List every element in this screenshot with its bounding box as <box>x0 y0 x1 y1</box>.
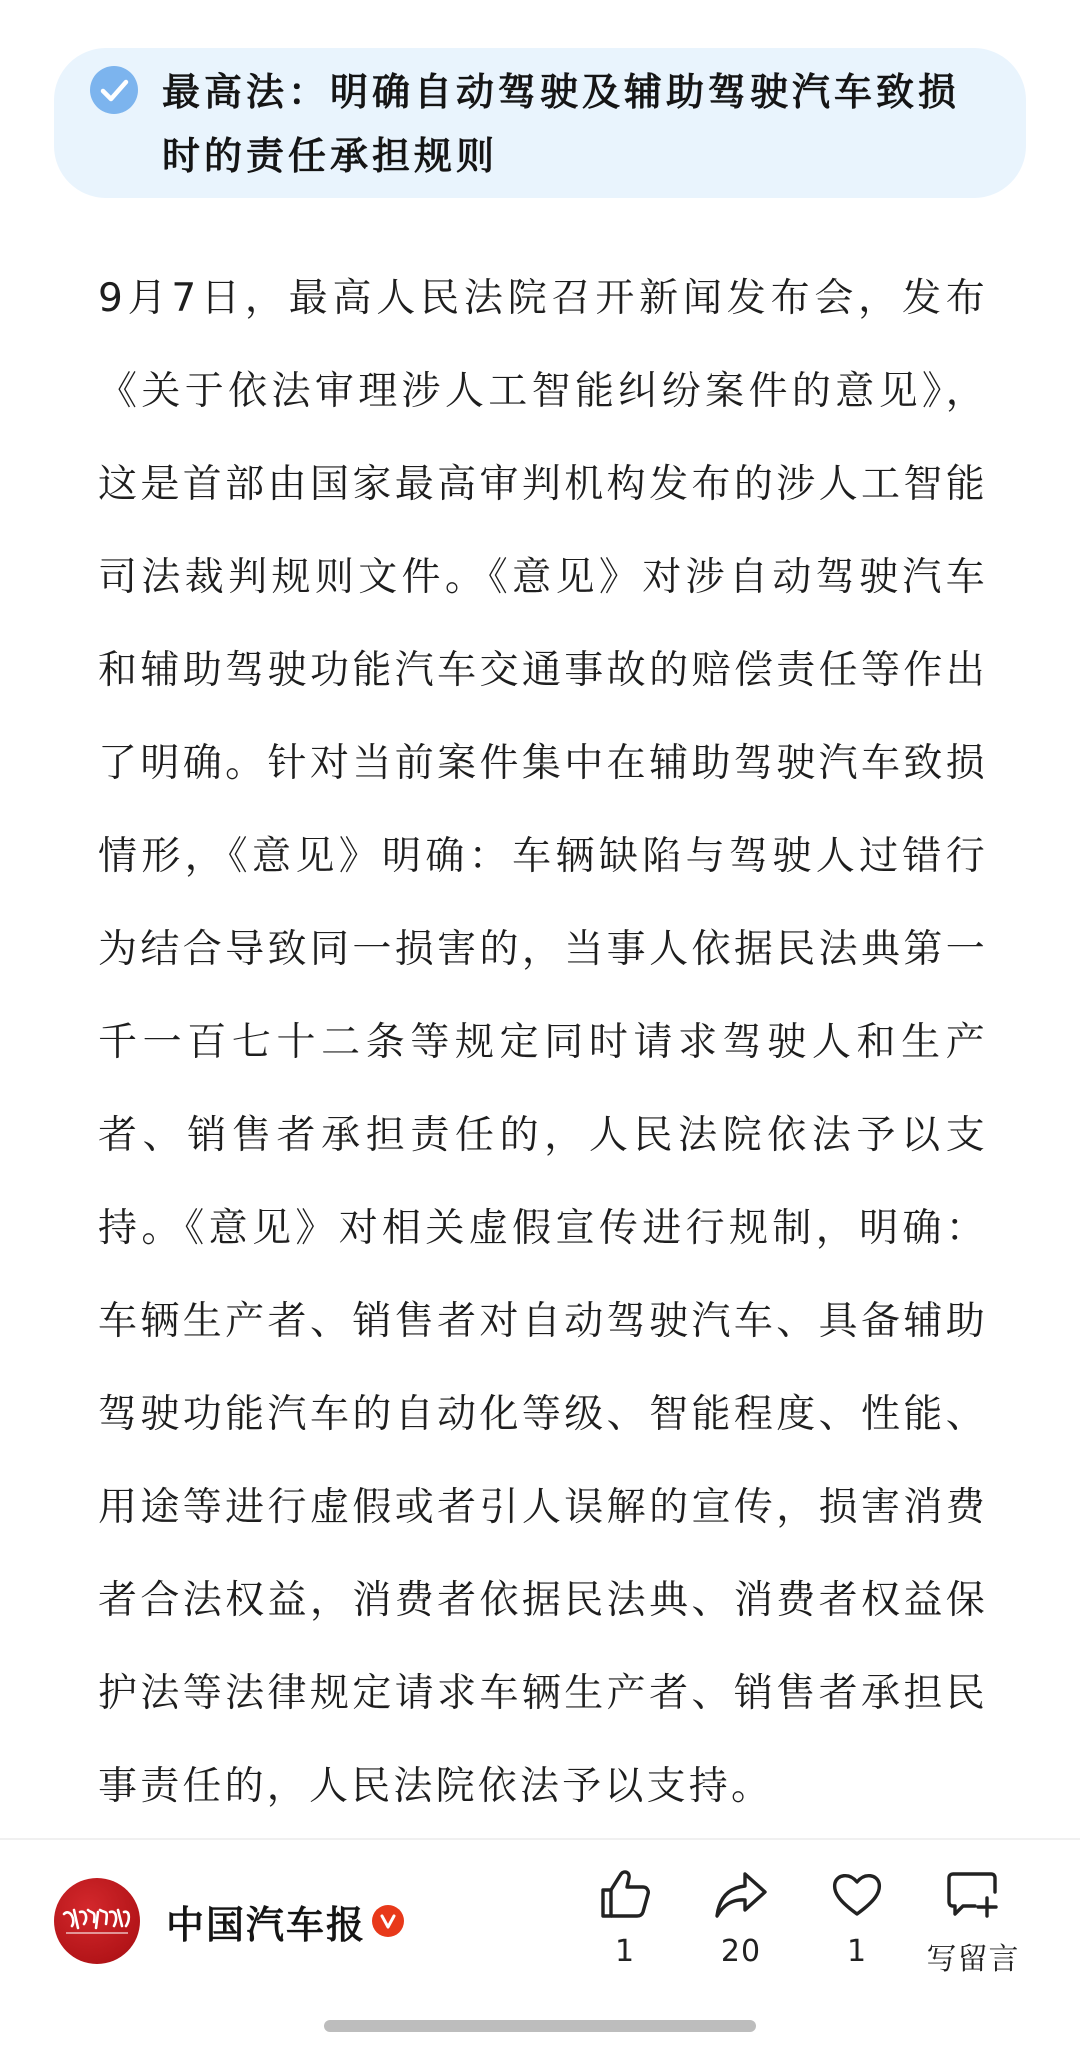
publisher-name[interactable]: 中国汽车报 <box>166 1902 367 1947</box>
share-button[interactable] <box>676 1866 806 1986</box>
check-circle-icon <box>90 66 138 114</box>
favorite-button[interactable] <box>792 1866 922 1986</box>
heart-icon <box>829 1866 885 1922</box>
thumbs-up-icon <box>597 1866 653 1922</box>
share-arrow-icon <box>713 1866 769 1922</box>
comment-label: 写留言 <box>926 1942 1020 1977</box>
like-count: 1 <box>614 1934 636 1969</box>
home-indicator[interactable] <box>324 2020 756 2032</box>
action-bar <box>0 1866 1080 1986</box>
like-button[interactable] <box>560 1866 690 1986</box>
article-body: 9月7日，最高人民法院召开新闻发布会，发布《关于依法审理涉人工智能纠纷案件的意见》，这是首部由国家最高审判机构发布的涉人工智能司法裁判规则文件。《意见》对涉自动驾驶汽车和辅助驾驶功能汽车交通事故的赔偿责任等作出了明确。针对当前案件集中在辅助驾驶汽车致损情形，《意见》明确：车辆缺陷与驾驶人过错行为结合导致同一损害的，当事人依据民法典第一千一百七十二条等规定同时请求驾驶人和生产者、销售者承担责任的，人民法院依法予以支持。《意见》对相关虚假宣传进行规制，明确：车辆生产者、销售者对自动驾驶汽车、具备辅助驾驶功能汽车的自动化等级、智能程度、性能、用途等进行虚假或者引人误解的宣传，损害消费者合法权益，消费者依据民法典、消费者权益保护法等法律规定请求车辆生产者、销售者承担民事责任的，人民法院依法予以支持。 <box>98 276 988 1809</box>
footer-divider <box>0 1838 1080 1840</box>
comment-button[interactable] <box>908 1866 1038 1986</box>
headline-title: 最高法：明确自动驾驶及辅助驾驶汽车致损时的责任承担规则 <box>162 70 961 178</box>
comment-add-icon <box>945 1866 1001 1922</box>
headline-card[interactable] <box>54 48 1026 198</box>
favorite-count: 1 <box>846 1934 868 1969</box>
share-count: 20 <box>720 1934 762 1969</box>
